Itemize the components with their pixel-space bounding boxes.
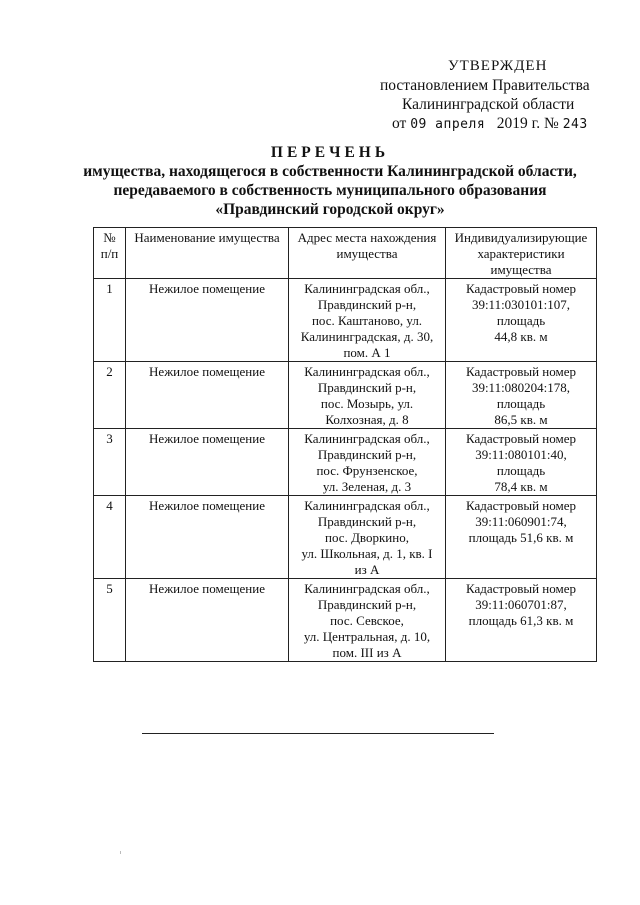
address-line: Правдинский р-н,	[317, 514, 417, 529]
details-line: 39:11:080204:178,	[471, 380, 571, 395]
details-line: 39:11:060901:74,	[475, 514, 567, 529]
row-name: Нежилое помещение	[126, 429, 289, 496]
address-line: пом. III из А	[332, 645, 402, 660]
details-line: площадь	[496, 396, 546, 411]
details-line: площадь 61,3 кв. м	[468, 613, 574, 628]
table-header-row	[94, 228, 597, 279]
row-name: Нежилое помещение	[126, 496, 289, 579]
address-line: Правдинский р-н,	[317, 380, 417, 395]
row-details	[446, 429, 597, 496]
details-line: Кадастровый номер	[465, 431, 577, 446]
row-address	[289, 279, 446, 362]
address-line: Калининградская обл.,	[304, 581, 430, 596]
address-line: Правдинский р-н,	[317, 597, 417, 612]
address-line: пос. Севское,	[330, 613, 404, 628]
approval-line-3	[392, 114, 588, 135]
row-address	[289, 579, 446, 662]
heading-line-3: «Правдинский городской округ»	[215, 201, 445, 218]
address-line: Калининградская обл.,	[304, 498, 430, 513]
address-line: Правдинский р-н,	[317, 297, 417, 312]
details-line: 39:11:060701:87,	[475, 597, 567, 612]
document-heading	[60, 143, 600, 219]
details-line: 86,5 кв. м	[494, 412, 548, 427]
address-line: пос. Мозырь, ул.	[320, 396, 414, 411]
details-line: 39:11:080101:40,	[475, 447, 567, 462]
details-line: Кадастровый номер	[465, 281, 577, 296]
approval-line-2: Калининградской области	[402, 96, 575, 113]
table-row	[94, 429, 597, 496]
approval-line-1: постановлением Правительства	[380, 77, 590, 94]
row-number: 3	[94, 429, 126, 496]
row-number: 5	[94, 579, 126, 662]
details-line: Кадастровый номер	[465, 581, 577, 596]
row-number: 1	[94, 279, 126, 362]
row-address	[289, 429, 446, 496]
row-address	[289, 496, 446, 579]
row-address	[289, 362, 446, 429]
address-line: из А	[354, 562, 380, 577]
approval-year: 2019 г. №	[496, 115, 559, 132]
property-table	[93, 227, 597, 662]
row-name: Нежилое помещение	[126, 279, 289, 362]
row-details	[446, 279, 597, 362]
table-row	[94, 496, 597, 579]
address-line: пом. А 1	[343, 345, 391, 360]
details-line: 44,8 кв. м	[494, 329, 548, 344]
address-line: пос. Фрунзенское,	[316, 463, 418, 478]
address-line: ул. Зеленая, д. 3	[322, 479, 412, 494]
approval-title: УТВЕРЖДЕН	[448, 58, 548, 74]
closing-divider	[142, 733, 494, 734]
details-line: 78,4 кв. м	[494, 479, 548, 494]
details-line: 39:11:030101:107,	[471, 297, 571, 312]
scan-speck	[120, 851, 121, 854]
details-line: Кадастровый номер	[465, 364, 577, 379]
approval-date-prefix: от	[392, 115, 407, 132]
row-name: Нежилое помещение	[126, 362, 289, 429]
header-name: Наименование имущества	[126, 228, 289, 279]
address-line: Калининградская обл.,	[304, 364, 430, 379]
address-line: ул. Школьная, д. 1, кв. I	[301, 546, 433, 561]
header-address: Адрес места нахождения имущества	[289, 228, 446, 279]
row-details	[446, 579, 597, 662]
details-line: площадь 51,6 кв. м	[468, 530, 574, 545]
address-line: Калининградская обл.,	[304, 281, 430, 296]
header-details: Индивидуализирующие характеристики имущества	[446, 228, 597, 279]
heading-line-2: передаваемого в собственность муниципального образования	[113, 182, 547, 199]
row-details	[446, 496, 597, 579]
address-line: Колхозная, д. 8	[325, 412, 409, 427]
table-row	[94, 579, 597, 662]
document-title: ПЕРЕЧЕНЬ	[270, 144, 390, 161]
approval-date: 09 апреля	[410, 117, 486, 132]
row-number: 2	[94, 362, 126, 429]
address-line: Калининградская, д. 30,	[300, 329, 434, 344]
row-details	[446, 362, 597, 429]
details-line: площадь	[496, 463, 546, 478]
address-line: пос. Каштаново, ул.	[311, 313, 423, 328]
address-line: Калининградская обл.,	[304, 431, 430, 446]
header-number: № п/п	[94, 228, 126, 279]
table-row	[94, 362, 597, 429]
row-number: 4	[94, 496, 126, 579]
heading-line-1: имущества, находящегося в собственности Калининградской области,	[83, 163, 577, 180]
address-line: Правдинский р-н,	[317, 447, 417, 462]
address-line: пос. Дворкино,	[325, 530, 409, 545]
row-name: Нежилое помещение	[126, 579, 289, 662]
table-row	[94, 279, 597, 362]
details-line: площадь	[496, 313, 546, 328]
approval-number: 243	[562, 117, 588, 132]
address-line: ул. Центральная, д. 10,	[303, 629, 431, 644]
details-line: Кадастровый номер	[465, 498, 577, 513]
